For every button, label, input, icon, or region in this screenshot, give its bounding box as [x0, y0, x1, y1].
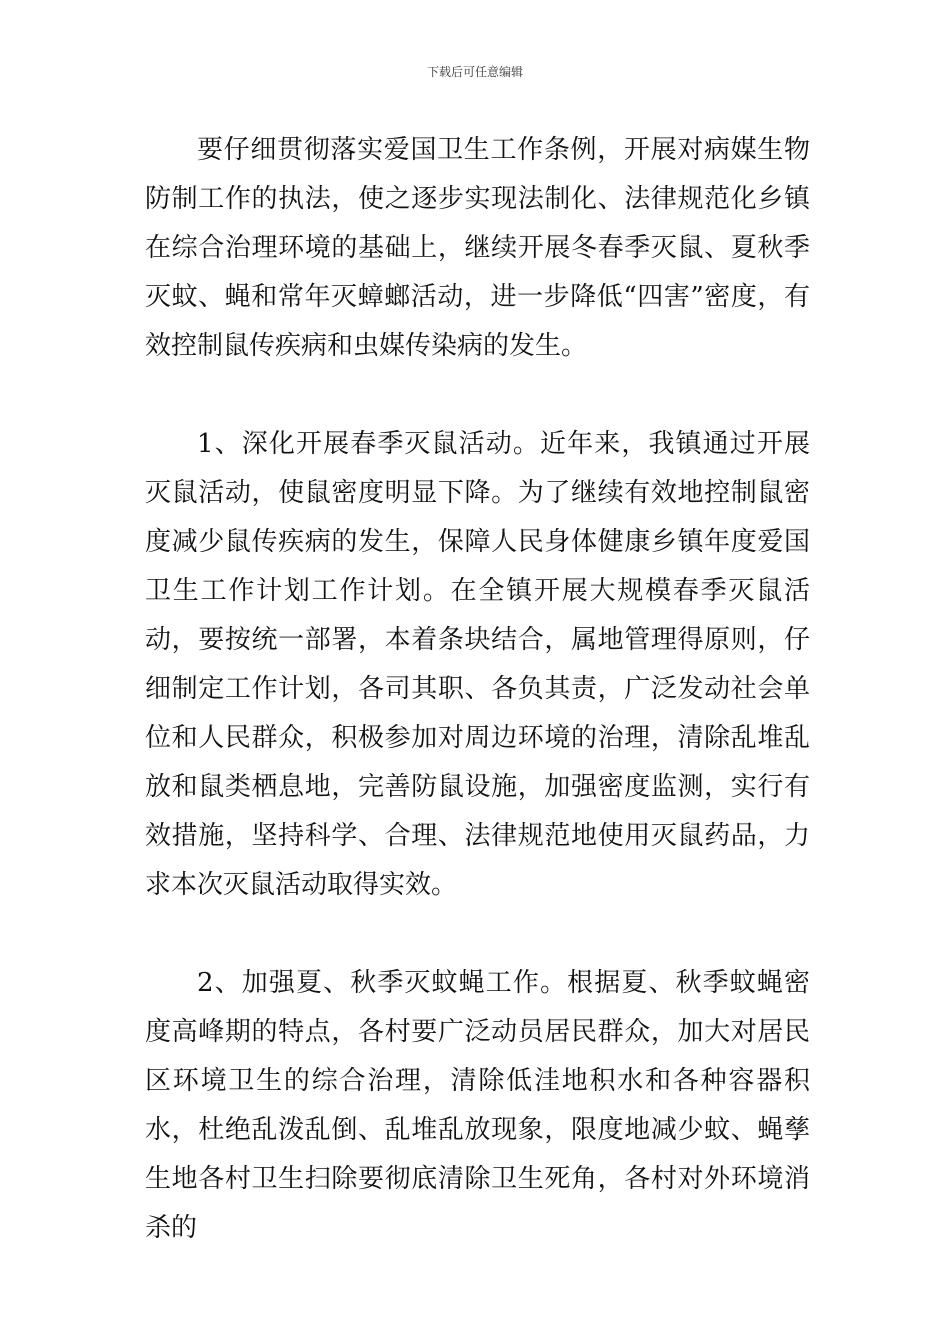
document-body: [145, 126, 810, 1253]
page-header: 下载后可任意编辑: [426, 65, 523, 79]
paragraph-intro: 要仔细贯彻落实爱国卫生工作条例，开展对病媒生物防制工作的执法，使之逐步实现法制化、法律规范化乡镇在综合治理环境的基础上，继续开展冬春季灭鼠、夏秋季灭蚊、蝇和常年灭蟑螂活动，进一步降低“四害”密度，有效控制鼠传疾病和虫媒传染病的发生。: [145, 135, 810, 361]
paragraph-summer-autumn-mosquito-control: 2、加强夏、秋季灭蚊蝇工作。根据夏、秋季蚊蝇密度高峰期的特点，各村要广泛动员居民群众，加大对居民区环境卫生的综合治理，清除低洼地积水和各种容器积水，杜绝乱泼乱倒、乱堆乱放现象，限度地减少蚊、蝇孳生地各村卫生扫除要彻底清除卫生死角，各村对外环境消杀的: [145, 968, 810, 1243]
paragraph-spring-rodent-control: 1、深化开展春季灭鼠活动。近年来，我镇通过开展灭鼠活动，使鼠密度明显下降。为了继续有效地控制鼠密度减少鼠传疾病的发生，保障人民身体健康乡镇年度爱国卫生工作计划工作计划。在全镇开展大规模春季灭鼠活动，要按统一部署，本着条块结合，属地管理得原则，仔细制定工作计划，各司其职、各负其责，广泛发动社会单位和人民群众，积极参加对周边环境的治理，清除乱堆乱放和鼠类栖息地，完善防鼠设施，加强密度监测，实行有效措施，坚持科学、合理、法律规范地使用灭鼠药品，力求本次灭鼠活动取得实效。: [145, 429, 810, 900]
